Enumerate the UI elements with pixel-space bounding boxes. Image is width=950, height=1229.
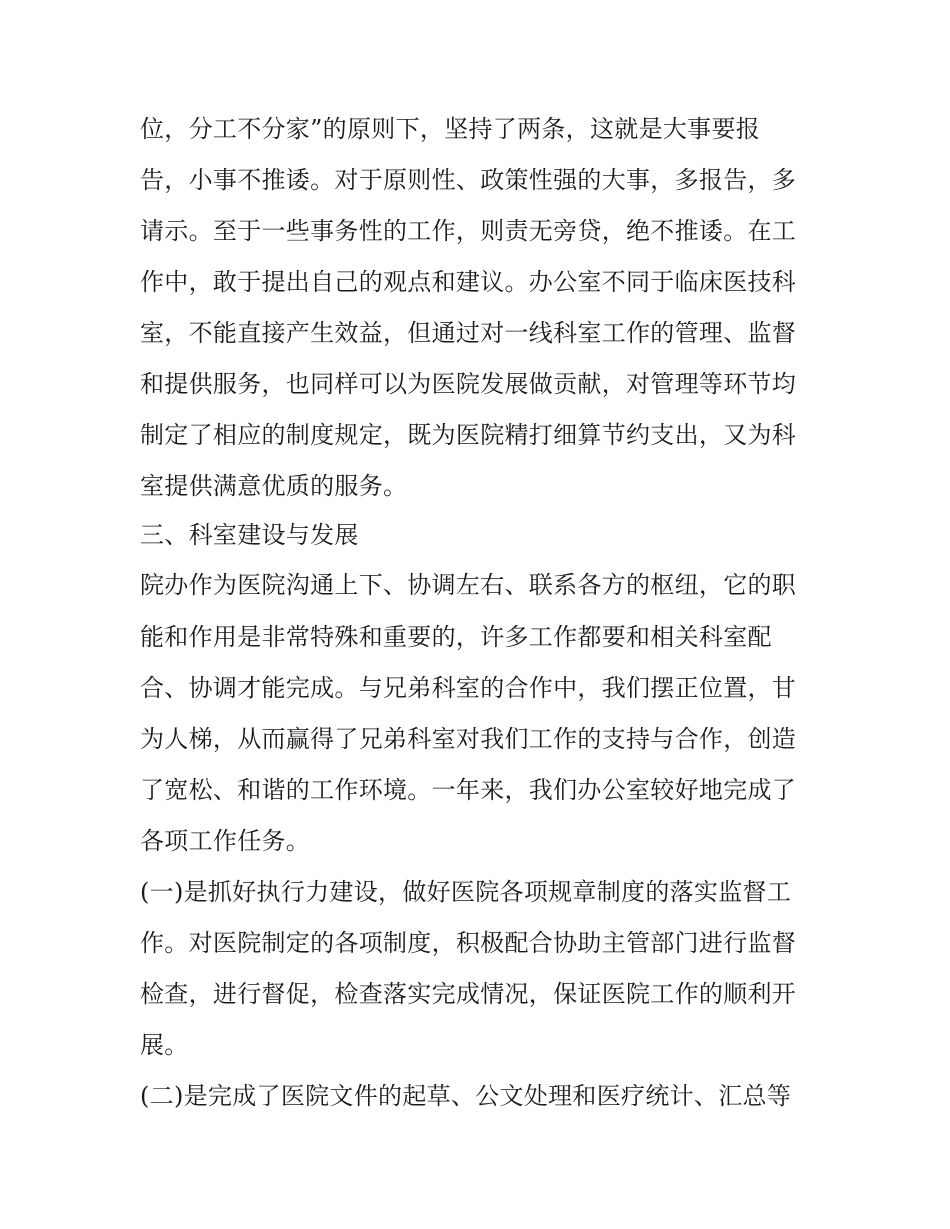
text-line: 请示。至于一些事务性的工作，则责无旁贷，绝不推诿。在工 [140, 217, 797, 245]
text-line: (二)是完成了医院文件的起草、公文处理和医疗统计、汇总等 [140, 1082, 792, 1110]
text-line: 合、协调才能完成。与兄弟科室的合作中，我们摆正位置，甘 [140, 674, 797, 702]
text-line: 室，不能直接产生效益，但通过对一线科室工作的管理、监督 [140, 319, 797, 347]
text-line: 和提供服务，也同样可以为医院发展做贡献，对管理等环节均 [140, 370, 797, 398]
text-line: 室提供满意优质的服务。 [140, 472, 408, 500]
text-line: 告，小事不推诿。对于原则性、政策性强的大事，多报告，多 [140, 166, 797, 194]
text-line: (一)是抓好执行力建设，做好医院各项规章制度的落实监督工 [140, 878, 792, 906]
text-line: 为人梯，从而赢得了兄弟科室对我们工作的支持与合作，创造 [140, 725, 797, 753]
section-heading: 三、科室建设与发展 [140, 521, 359, 549]
text-line: 作。对医院制定的各项制度，积极配合协助主管部门进行监督 [140, 929, 797, 957]
text-line: 作中，敢于提出自己的观点和建议。办公室不同于临床医技科 [140, 268, 797, 296]
text-line: 检查，进行督促，检查落实完成情况，保证医院工作的顺利开 [140, 980, 797, 1008]
text-line: 制定了相应的制度规定，既为医院精打细算节约支出，又为科 [140, 421, 797, 449]
text-line: 各项工作任务。 [140, 827, 311, 855]
text-line: 展。 [140, 1031, 189, 1059]
text-line: 位，分工不分家”的原则下，坚持了两条，这就是大事要报 [140, 115, 761, 143]
text-line: 能和作用是非常特殊和重要的，许多工作都要和相关科室配 [140, 623, 772, 651]
text-line: 了宽松、和谐的工作环境。一年来，我们办公室较好地完成了 [140, 776, 797, 804]
text-line: 院办作为医院沟通上下、协调左右、联系各方的枢纽，它的职 [140, 571, 797, 599]
